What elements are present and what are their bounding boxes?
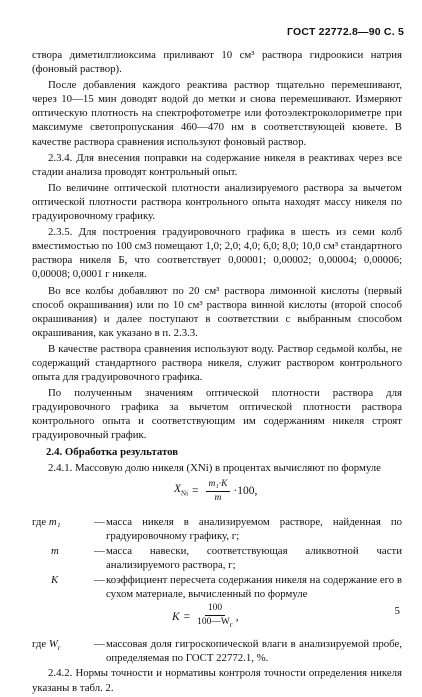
document-body: [32, 48, 402, 697]
kformula-lhs: K: [172, 611, 180, 624]
paragraph-2-4-1: 2.4.1. Массовую долю никеля (XNi) в процентах вычисляют по формуле: [48, 461, 381, 474]
kformula-fraction: $\frac{100}{100—W_г}$: [197, 603, 233, 630]
definition-w: где $W_г$ — массовая доля гигроскопической влаги в анализируемой пробе, определяемая по ГОСТ 22772.1, %.: [32, 638, 402, 665]
section-heading: 2.4. Обработка результатов: [46, 445, 179, 458]
paragraph-2-4-2: 2.4.2. Нормы точности и нормативы контроля точности определения никеля указаны в табл. 2.: [32, 667, 402, 694]
formula-lhs: $X_{Ni}$: [174, 483, 189, 498]
formula-tail: ·100,: [233, 485, 258, 498]
paragraph-2-3-4: 2.3.4. Для внесения поправки на содержание никеля в реактивах через все стадии анализа проводят контрольный опыт.: [32, 151, 402, 178]
page-header: ГОСТ 22772.8—90 С. 5: [287, 26, 404, 38]
formula-xni: [32, 477, 402, 511]
page-number: 5: [394, 605, 400, 617]
paragraph-2: После добавления каждого реактива раствор тщательно перемешивают, через 10—15 мин доводят водой до метки и снова перемешивают. Измеряют оптическую плотность на спектрофотометре или фотоэлектроколориметре при максимуме светопропускания 460—470 нм в соответствующей кювете. В качестве раствора сравнения используют фоновый раствор.: [32, 79, 402, 148]
paragraph-2-3-5: 2.3.5. Для построения градуировочного графика в шесть из семи колб вместимостью по 100 см3 помещают 1,0; 2,0; 4,0; 6,0; 8,0; 10,0 см³ стандартного раствора никеля Б, что соответствует 0,00001; 0,00002; 0,00004; 0,00006; 0,00008; 0,0001 г никеля.: [32, 226, 402, 281]
paragraph-graph: По полученным значениям оптической плотности раствора для градуировочного графика за вычетом оптической плотности раствора контрольного опыта и соответствующим им содержаниям никеля строят градуировочный график.: [32, 387, 402, 442]
formula-eq: =: [192, 485, 199, 498]
definition-m1: где m₁ — масса никеля в анализируемом растворе, найденная по градуировочному графику, г;: [32, 515, 402, 542]
definition-k: K — коэффициент пересчета содержания никеля на содержание его в сухом материале, вычисленный по формуле: [51, 574, 402, 601]
formula-k: K = $\frac{100}{100—W_г}$ ,: [172, 603, 239, 630]
paragraph-control: По величине оптической плотности анализируемого раствора за вычетом оптической плотности раствора контрольного опыта находят массу никеля по градуировочному графику.: [32, 181, 402, 223]
paragraph-reference: В качестве раствора сравнения используют воду. Раствор седьмой колбы, не содержащий стандартного раствора никеля, служит раствором контрольного опыта для градуировочного графика.: [32, 342, 402, 384]
formula-fraction: $\frac{\text{m₁·K}}{m}$: [206, 479, 231, 504]
definition-m: m — масса навески, соответствующая аликвотной части анализируемого раствора, г;: [51, 544, 402, 571]
paragraph-1: створа диметилглиоксима приливают 10 см³ раствора гидроокиси натрия (фоновый раствор).: [32, 49, 402, 76]
paragraph-flasks: Во все колбы добавляют по 20 см³ раствора лимонной кислоты (первый способ окрашивания) или по 10 см³ раствора винной кислоты (второй способ окрашивания) и далее поступают в соответствии с выбранным способом окрашивания, как указано в п. 2.3.3.: [32, 284, 402, 339]
